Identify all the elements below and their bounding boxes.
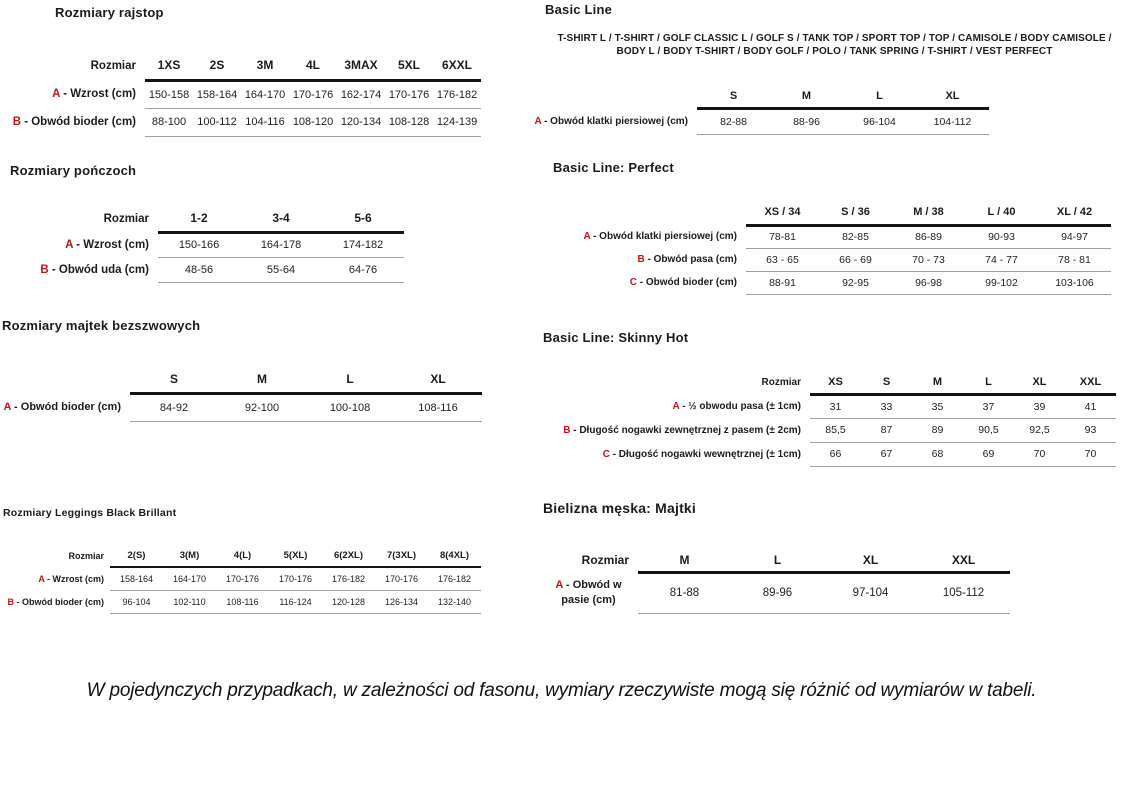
row-label: B - Obwód uda (cm) [40,263,149,276]
value-cell: 96-104 [843,108,916,134]
column-header: 1XS [145,52,193,80]
size-table [543,549,1010,614]
column-header: M [218,366,306,393]
column-header: S [130,366,218,393]
row-label: A - Obwód klatki piersiowej (cm) [534,115,688,127]
value-cell: 150-158 [145,80,193,108]
value-cell: 164-170 [241,80,289,108]
column-header: 2S [193,52,241,80]
corner-label: Rozmiar [103,212,149,225]
column-header: XS [810,371,861,394]
row-letter: A [52,88,60,100]
corner-label: Rozmiar [68,551,104,561]
value-cell: 100-108 [306,393,394,421]
value-cell: 132-140 [428,590,481,613]
column-header: S / 36 [819,200,892,225]
row-label: A - Wzrost (cm) [65,238,149,251]
header-row [517,85,989,108]
data-row [521,225,1111,248]
corner-label: Rozmiar [761,377,801,388]
data-row [521,271,1111,294]
data-row [3,567,481,590]
value-cell: 39 [1014,394,1065,418]
section-title-ponczochy: Rozmiary pończoch [10,163,137,178]
row-label: B - Obwód bioder (cm) [12,116,136,128]
header-row [8,205,404,232]
data-row [5,80,481,108]
value-cell: 103-106 [1038,271,1111,294]
column-header: 5-6 [322,205,404,232]
data-row [0,393,482,421]
row-letter: B [7,596,14,607]
value-cell: 126-134 [375,590,428,613]
row-letter: A [672,400,680,412]
column-header: XXL [917,549,1010,572]
value-cell: 55-64 [240,257,322,282]
value-cell: 69 [963,442,1014,466]
corner-label: Rozmiar [90,60,136,72]
value-cell: 78 - 81 [1038,248,1111,271]
row-label: B - Obwód bioder (cm) [7,596,104,607]
value-cell: 105-112 [917,572,1010,613]
value-cell: 162-174 [337,80,385,108]
value-cell: 81-88 [638,572,731,613]
value-cell: 170-176 [216,567,269,590]
size-table [525,371,1116,467]
header-row [5,52,481,80]
data-row [521,248,1111,271]
basic-line-product-list: T-SHIRT L / T-SHIRT / GOLF CLASSIC L / GOLF S / TANK TOP / SPORT TOP / TOP / CAMISOLE / BODY CAMISOLE / BODY L / BODY T-SHIRT / BODY GOLF / POLO / TANK SPRING / T-SHIRT / VEST PERFECT [557,33,1112,57]
column-header: L [963,371,1014,394]
column-header: L [306,366,394,393]
value-cell: 70 [1065,442,1116,466]
value-cell: 66 [810,442,861,466]
column-header: 1-2 [158,205,240,232]
column-header: 2(S) [110,545,163,567]
value-cell: 88-96 [770,108,843,134]
size-table [517,85,989,135]
row-letter: C [602,448,610,460]
table-ponczochy [8,205,404,283]
value-cell: 90-93 [965,225,1038,248]
value-cell: 88-100 [145,108,193,136]
value-cell: 174-182 [322,232,404,257]
column-header: XL [824,549,917,572]
row-letter: C [629,277,637,288]
value-cell: 31 [810,394,861,418]
row-label: B - Długość nogawki zewnętrznej z pasem (± 2cm) [563,424,801,436]
value-cell: 35 [912,394,963,418]
corner-label [0,366,130,393]
value-cell: 164-178 [240,232,322,257]
row-letter: A [65,238,73,251]
header-row [521,200,1111,225]
column-header: XL [394,366,482,393]
column-header: 5(XL) [269,545,322,567]
corner-label: Rozmiar [581,552,629,567]
value-cell: 70 [1014,442,1065,466]
table-basic-line [517,85,989,135]
value-cell: 74 - 77 [965,248,1038,271]
value-cell: 70 - 73 [892,248,965,271]
data-row [517,108,989,134]
corner-label [521,200,746,225]
table-rajstopy [5,52,481,137]
column-header: S [697,85,770,108]
value-cell: 41 [1065,394,1116,418]
section-title-leggings: Rozmiary Leggings Black Brillant [3,507,177,519]
column-header: 4(L) [216,545,269,567]
row-letter: B [12,116,21,128]
row-letter: A [534,115,542,127]
column-header: 5XL [385,52,433,80]
value-cell: 93 [1065,418,1116,442]
data-row [543,572,1010,613]
data-row [525,394,1116,418]
value-cell: 102-110 [163,590,216,613]
value-cell: 164-170 [163,567,216,590]
column-header: L [843,85,916,108]
table-majtki-bezszwowe [0,366,482,422]
column-header: XL [916,85,989,108]
value-cell: 84-92 [130,393,218,421]
row-label: A - ½ obwodu pasa (± 1cm) [672,400,801,412]
value-cell: 170-176 [385,80,433,108]
value-cell: 82-85 [819,225,892,248]
value-cell: 108-120 [289,108,337,136]
value-cell: 86-89 [892,225,965,248]
column-header: XL / 42 [1038,200,1111,225]
header-row [0,366,482,393]
row-label: A - Obwód bioder (cm) [3,401,121,413]
row-label: A - Wzrost (cm) [52,88,136,100]
section-title-skinny-hot: Basic Line: Skinny Hot [543,330,689,345]
column-header: 4L [289,52,337,80]
value-cell: 96-104 [110,590,163,613]
value-cell: 89 [912,418,963,442]
row-letter: B [563,424,571,436]
data-row [5,108,481,136]
value-cell: 108-116 [216,590,269,613]
header-row [543,549,1010,572]
column-header: L / 40 [965,200,1038,225]
header-row [525,371,1116,394]
table-bielizna-meska [543,549,1010,614]
row-label: B - Obwód pasa (cm) [637,254,737,265]
value-cell: 120-134 [337,108,385,136]
column-header: 8(4XL) [428,545,481,567]
footer-note: W pojedynczych przypadkach, w zależności od fasonu, wymiary rzeczywiste mogą się różnić od wymiarów w tabeli. [86,680,1037,701]
table-leggings [3,545,481,614]
section-title-bielizna-meska: Bielizna męska: Majtki [543,500,697,516]
row-label: A - Obwód w pasie (cm) [555,579,622,606]
column-header: XS / 34 [746,200,819,225]
value-cell: 92-95 [819,271,892,294]
value-cell: 33 [861,394,912,418]
header-row [3,545,481,567]
value-cell: 176-182 [322,567,375,590]
value-cell: 67 [861,442,912,466]
value-cell: 89-96 [731,572,824,613]
size-table [0,366,482,422]
column-header: 6XXL [433,52,481,80]
data-row [8,257,404,282]
value-cell: 92-100 [218,393,306,421]
data-row [8,232,404,257]
value-cell: 87 [861,418,912,442]
row-letter: A [583,231,591,242]
value-cell: 170-176 [269,567,322,590]
column-header: 3M [241,52,289,80]
value-cell: 158-164 [193,80,241,108]
column-header: M [912,371,963,394]
section-title-majtki-bezszwowe: Rozmiary majtek bezszwowych [2,318,201,333]
column-header: M [638,549,731,572]
value-cell: 108-116 [394,393,482,421]
data-row [525,418,1116,442]
value-cell: 88-91 [746,271,819,294]
row-label: C - Długość nogawki wewnętrznej (± 1cm) [602,448,801,460]
value-cell: 64-76 [322,257,404,282]
value-cell: 85,5 [810,418,861,442]
column-header: XL [1014,371,1065,394]
value-cell: 48-56 [158,257,240,282]
column-header: M [770,85,843,108]
value-cell: 104-112 [916,108,989,134]
value-cell: 90,5 [963,418,1014,442]
row-letter: A [38,573,45,584]
size-table [521,200,1111,295]
value-cell: 99-102 [965,271,1038,294]
column-header: XXL [1065,371,1116,394]
column-header: 7(3XL) [375,545,428,567]
row-label: A - Wzrost (cm) [38,573,104,584]
value-cell: 108-128 [385,108,433,136]
value-cell: 100-112 [193,108,241,136]
value-cell: 92,5 [1014,418,1065,442]
row-letter: B [637,254,645,265]
data-row [525,442,1116,466]
value-cell: 176-182 [428,567,481,590]
column-header: M / 38 [892,200,965,225]
value-cell: 66 - 69 [819,248,892,271]
value-cell: 68 [912,442,963,466]
column-header: L [731,549,824,572]
row-letter: A [555,579,563,592]
value-cell: 63 - 65 [746,248,819,271]
table-skinny-hot [525,371,1116,467]
row-letter: A [3,401,11,413]
value-cell: 150-166 [158,232,240,257]
row-letter: B [40,263,49,276]
row-label: C - Obwód bioder (cm) [629,277,737,288]
section-title-basic-line-perfect: Basic Line: Perfect [553,160,674,175]
value-cell: 116-124 [269,590,322,613]
column-header: 3MAX [337,52,385,80]
size-table [5,52,481,137]
value-cell: 37 [963,394,1014,418]
data-row [3,590,481,613]
section-title-basic-line: Basic Line [545,2,613,17]
value-cell: 96-98 [892,271,965,294]
value-cell: 104-116 [241,108,289,136]
value-cell: 78-81 [746,225,819,248]
size-table [8,205,404,283]
value-cell: 158-164 [110,567,163,590]
value-cell: 124-139 [433,108,481,136]
value-cell: 97-104 [824,572,917,613]
column-header: S [861,371,912,394]
size-table [3,545,481,614]
column-header: 3-4 [240,205,322,232]
column-header: 6(2XL) [322,545,375,567]
value-cell: 82-88 [697,108,770,134]
value-cell: 94-97 [1038,225,1111,248]
table-basic-line-perfect [521,200,1111,295]
corner-label [517,85,697,108]
row-label: A - Obwód klatki piersiowej (cm) [583,231,737,242]
value-cell: 170-176 [289,80,337,108]
value-cell: 170-176 [375,567,428,590]
column-header: 3(M) [163,545,216,567]
value-cell: 176-182 [433,80,481,108]
section-title-rajstopy: Rozmiary rajstop [55,5,164,20]
value-cell: 120-128 [322,590,375,613]
